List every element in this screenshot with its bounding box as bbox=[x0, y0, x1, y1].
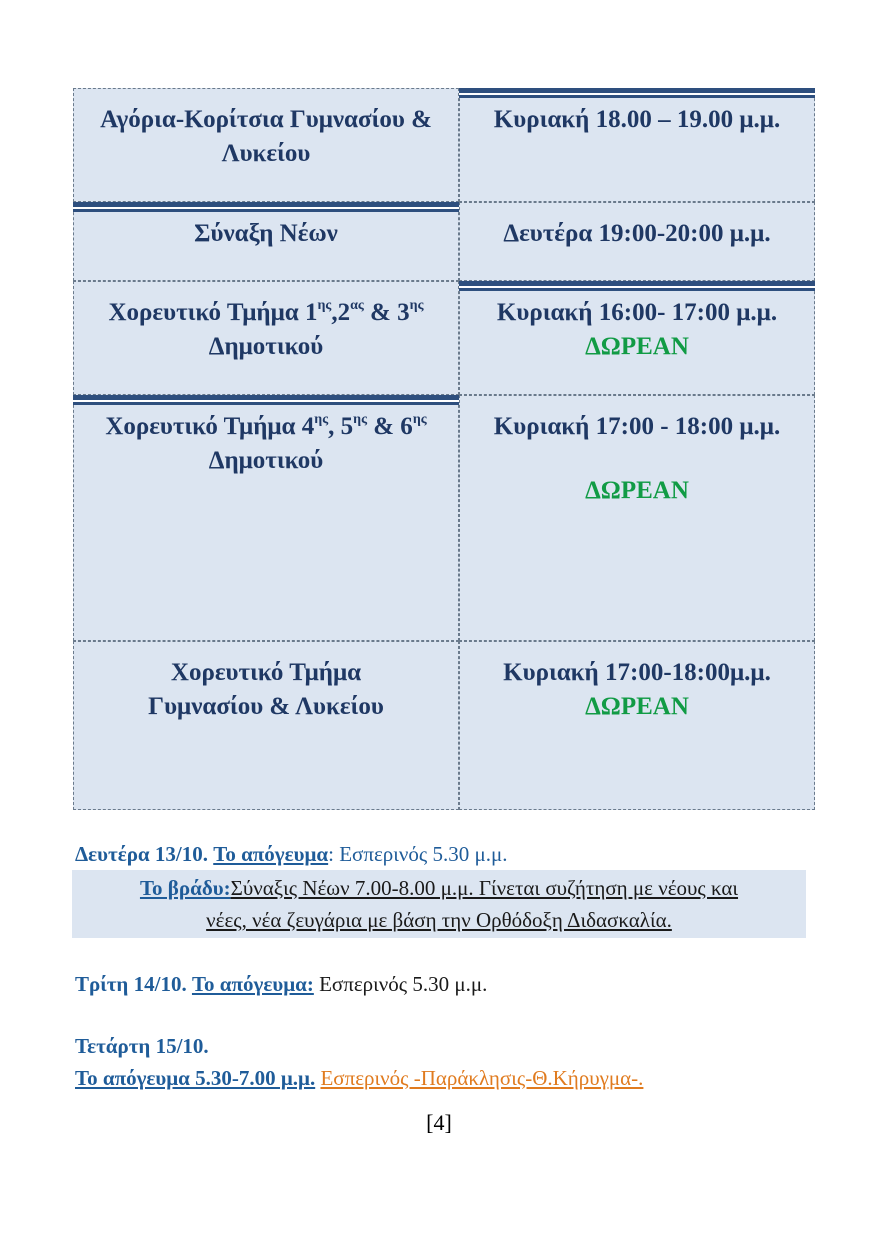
tuesday-day: Τρίτη 14/10. bbox=[75, 972, 187, 996]
ordinal-suffix: ης bbox=[412, 412, 427, 427]
ordinal-suffix: ας bbox=[350, 298, 364, 313]
wednesday-afternoon-text: Εσπερινός -Παράκλησις-Θ.Κήρυγμα-. bbox=[320, 1066, 644, 1090]
schedule-time-cell bbox=[459, 88, 815, 202]
group-text-part: Χορευτικό Τμήμα 4 bbox=[105, 413, 315, 440]
time-text: Κυριακή 16:00- 17:00 μ.μ. bbox=[496, 299, 778, 326]
group-text bbox=[109, 299, 424, 360]
monday-afternoon-text: : Εσπερινός 5.30 μ.μ. bbox=[328, 842, 508, 866]
monday-evening-text-2: νέες, νέα ζευγάρια με βάση την Ορθόδοξη Διδασκαλία. bbox=[206, 908, 672, 932]
wednesday-afternoon-line bbox=[75, 1062, 810, 1094]
monday-afternoon-label: Το απόγευμα bbox=[213, 842, 329, 866]
ordinal-suffix: ης bbox=[314, 412, 329, 427]
monday-evening-box bbox=[72, 870, 806, 938]
schedule-time-cell bbox=[459, 281, 815, 395]
group-text-part: , 5 bbox=[328, 413, 354, 440]
monday-evening-line-1 bbox=[72, 872, 806, 904]
schedule-group-cell bbox=[73, 281, 459, 395]
tuesday-line bbox=[75, 968, 810, 1000]
group-text-part: & 3 bbox=[363, 299, 410, 326]
group-text: Χορευτικό Τμήμα Γυμνασίου & Λυκείου bbox=[148, 659, 384, 720]
ordinal-suffix: ης bbox=[353, 412, 367, 427]
wednesday-afternoon-label: Το απόγευμα 5.30-7.00 μ.μ. bbox=[75, 1066, 316, 1090]
ordinal-suffix: ης bbox=[409, 298, 424, 313]
group-text-part: Δημοτικού bbox=[208, 333, 324, 360]
schedule-group-cell bbox=[73, 641, 459, 810]
schedule-table bbox=[73, 88, 815, 810]
free-label: ΔΩΡΕΑΝ bbox=[585, 693, 689, 720]
tuesday-afternoon-text: Εσπερινός 5.30 μ.μ. bbox=[313, 972, 488, 996]
group-text-part: Χορευτικό Τμήμα 1 bbox=[108, 299, 318, 326]
schedule-group-cell bbox=[73, 88, 459, 202]
group-text-part: & 6 bbox=[366, 413, 413, 440]
monday-line bbox=[75, 838, 810, 870]
tuesday-afternoon-label: Το απόγευμα: bbox=[191, 972, 314, 996]
group-text: Αγόρια-Κορίτσια Γυμνασίου & Λυκείου bbox=[100, 106, 432, 167]
free-label: ΔΩΡΕΑΝ bbox=[585, 477, 689, 504]
spacer bbox=[75, 938, 810, 968]
time-text: Κυριακή 17:00-18:00μ.μ. bbox=[503, 659, 771, 686]
wednesday-day-line bbox=[75, 1030, 810, 1062]
wednesday-day: Τετάρτη 15/10. bbox=[75, 1034, 209, 1058]
spacer bbox=[75, 1000, 810, 1030]
group-text: Σύναξη Νέων bbox=[194, 220, 338, 247]
group-text-part: Δημοτικού bbox=[208, 447, 324, 474]
schedule-group-cell bbox=[73, 202, 459, 281]
ordinal-suffix: ης bbox=[317, 298, 332, 313]
monday-evening-line-2 bbox=[72, 904, 806, 936]
monday-evening-label: Το βράδυ: bbox=[139, 876, 231, 900]
event-notes bbox=[75, 838, 810, 1094]
page-number: [4] bbox=[426, 1110, 452, 1135]
monday-day: Δευτέρα 13/10. bbox=[75, 842, 208, 866]
schedule-time-cell bbox=[459, 202, 815, 281]
schedule-time-cell bbox=[459, 395, 815, 641]
group-text-part: ,2 bbox=[331, 299, 351, 326]
monday-evening-text-1: Σύναξις Νέων 7.00-8.00 μ.μ. Γίνεται συζήτηση με νέους και bbox=[230, 876, 739, 900]
schedule-group-cell bbox=[73, 395, 459, 641]
time-text: Δευτέρα 19:00-20:00 μ.μ. bbox=[503, 220, 771, 247]
group-text bbox=[105, 413, 426, 474]
schedule-time-cell bbox=[459, 641, 815, 810]
time-text: Κυριακή 17:00 - 18:00 μ.μ. bbox=[493, 413, 781, 440]
free-label: ΔΩΡΕΑΝ bbox=[585, 333, 689, 360]
time-text: Κυριακή 18.00 – 19.00 μ.μ. bbox=[493, 106, 781, 133]
